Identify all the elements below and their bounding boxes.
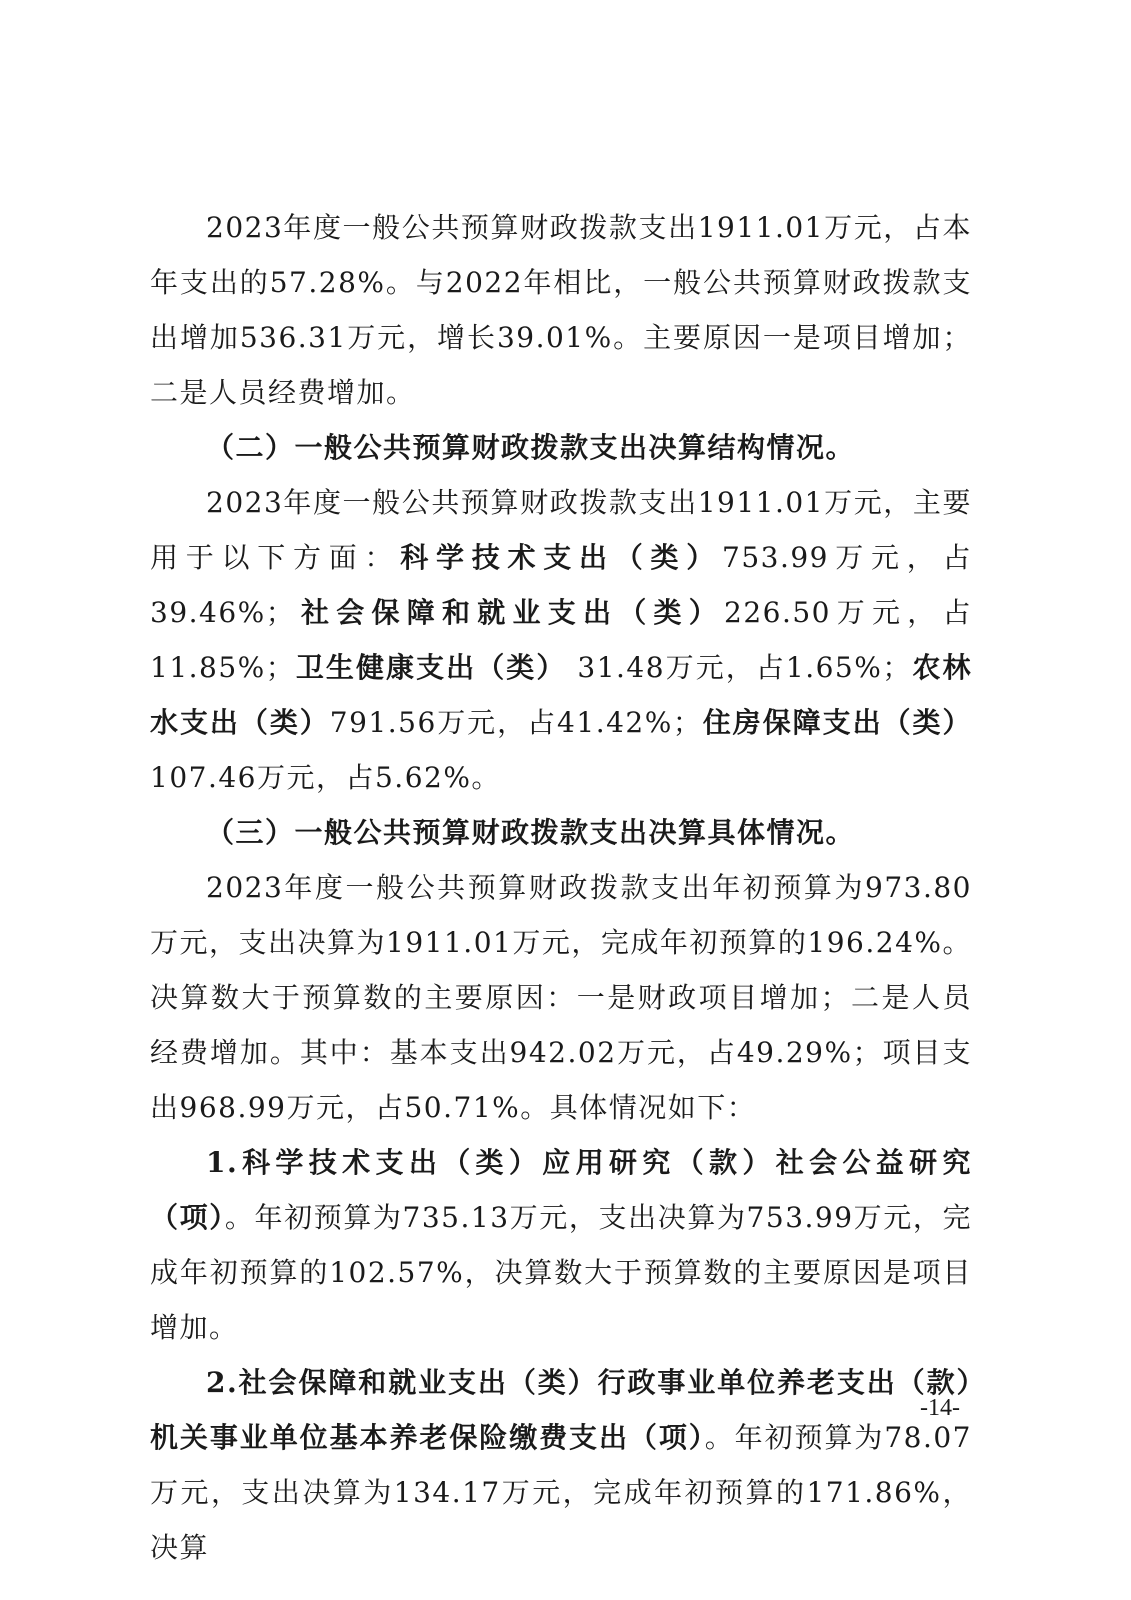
section-heading-structure: （二）一般公共预算财政拨款支出决算结构情况。 (206, 431, 856, 464)
structure-intro: 2023年度一般公共预算财政拨款支出1911.01万元，主要用于以下方面： (150, 486, 972, 574)
category-housing: 住房保障支出（类） (702, 706, 972, 739)
category-agriculture: 农林水支出（类） (150, 651, 972, 739)
item-pension (150, 1355, 972, 1575)
category-health: 卫生健康支出（类） (295, 651, 567, 684)
value-agriculture: 791.56万元，占41.42%； (329, 706, 703, 739)
item-pension-text: 。年初预算为78.07万元，支出决算为134.17万元，完成年初预算的171.86%，决算 (150, 1421, 972, 1564)
value-science-tech: 753.99万元，占39.46%； (150, 541, 972, 629)
category-social-security: 社会保障和就业支出（类） (295, 596, 725, 629)
document-body (150, 200, 972, 1575)
paragraph-expenditure-structure (150, 475, 972, 805)
item-science-research (150, 1135, 972, 1355)
paragraph-expenditure-overview: 2023年度一般公共预算财政拨款支出1911.01万元，占本年支出的57.28%。与2022年相比，一般公共预算财政拨款支出增加536.31万元，增长39.01%。主要原因一是项目增加；二是人员经费增加。 (150, 211, 972, 409)
value-health: 31.48万元，占1.65%； (566, 651, 912, 684)
value-social-security: 226.50万元，占11.85%； (150, 596, 972, 684)
paragraph-expenditure-details: 2023年度一般公共预算财政拨款支出年初预算为973.80万元，支出决算为1911.01万元，完成年初预算的196.24%。决算数大于预算数的主要原因：一是财政项目增加；二是人员经费增加。其中：基本支出942.02万元，占49.29%；项目支出968.99万元，占50.71%。具体情况如下： (150, 871, 972, 1124)
item-pension-title: 2.社会保障和就业支出（类）行政事业单位养老支出（款）机关事业单位基本养老保险缴费支出（项） (150, 1366, 972, 1454)
category-science-tech: 科学技术支出（类） (400, 541, 722, 574)
value-housing: 107.46万元，占5.62%。 (150, 761, 501, 794)
page-number: -14- (920, 1395, 960, 1421)
section-heading-details: （三）一般公共预算财政拨款支出决算具体情况。 (206, 816, 856, 849)
item-science-research-text: 。年初预算为735.13万元，支出决算为753.99万元，完成年初预算的102.57%，决算数大于预算数的主要原因是项目增加。 (150, 1201, 972, 1344)
item-science-research-title: 1.科学技术支出（类）应用研究（款）社会公益研究（项） (150, 1146, 972, 1234)
